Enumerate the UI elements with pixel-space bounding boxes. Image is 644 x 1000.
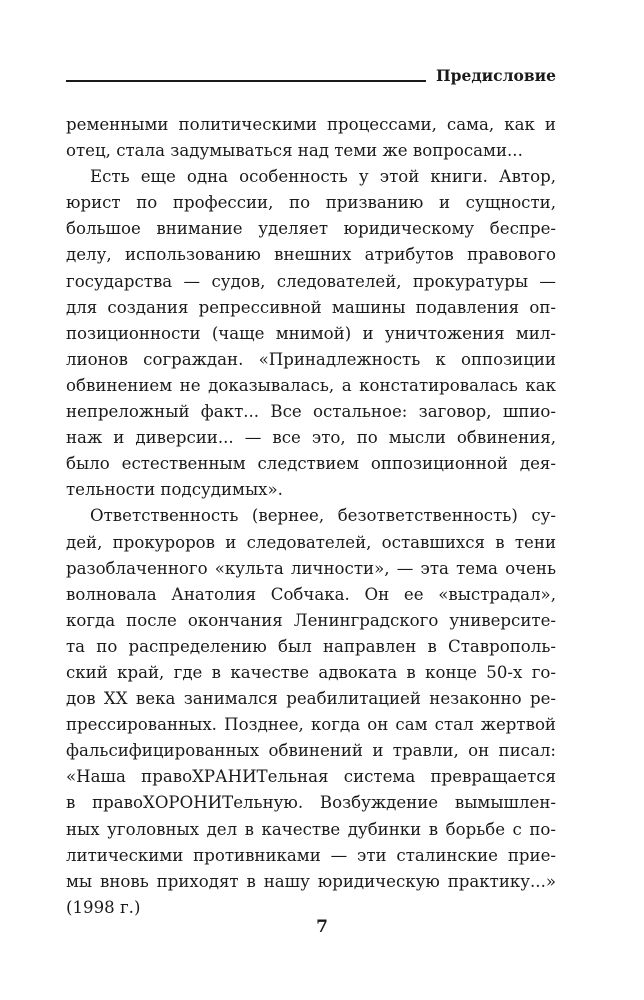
text-line: большое внимание уделяет юридическому беспре- (66, 219, 556, 239)
text-line: тельности подсудимых». (66, 480, 283, 500)
header-rule (66, 80, 426, 82)
text-line: в правоХОРОНИТельную. Возбуждение вымышлен- (66, 793, 556, 813)
text-line: разоблаченного «культа личности», — эта тема очень (66, 558, 556, 578)
text-line: наж и диверсии... — все это, по мысли обвинения, (66, 428, 556, 448)
text-line: отец, стала задумываться над теми же вопросами... (66, 141, 523, 161)
text-line: Есть еще одна особенность у этой книги. Автор, (90, 167, 556, 187)
text-line: юрист по профессии, по призванию и сущности, (66, 193, 556, 213)
text-line: делу, использованию внешних атрибутов правового (66, 245, 556, 265)
text-line: ных уголовных дел в качестве дубинки в борьбе с по- (66, 819, 556, 839)
text-line: ский край, где в качестве адвоката в конце 50-х го- (66, 662, 556, 682)
text-line: волновала Анатолия Собчака. Он ее «выстрадал», (66, 584, 556, 604)
text-line: Ответственность (вернее, безответственность) су- (90, 506, 556, 526)
text-line: литическими противниками — эти сталинские прие- (66, 845, 556, 865)
text-line: обвинением не доказывалась, а констатировалась как (66, 375, 556, 395)
text-line: (1998 г.) (66, 897, 141, 917)
text-line: было естественным следствием оппозиционной дея- (66, 454, 556, 474)
text-line: дей, прокуроров и следователей, оставшихся в тени (66, 532, 556, 552)
section-title: Предисловие (436, 66, 556, 85)
page-number: 7 (316, 917, 328, 937)
text-line: лионов сограждан. «Принадлежность к оппозиции (66, 349, 556, 369)
running-head (66, 62, 556, 86)
text-line: когда после окончания Ленинградского университе- (66, 610, 556, 630)
text-line: непреложный факт... Все остальное: заговор, шпио- (66, 402, 556, 422)
text-line: для создания репрессивной машины подавления оп- (66, 297, 556, 317)
text-line: та по распределению был направлен в Ставрополь- (66, 636, 556, 656)
text-line: прессированных. Позднее, когда он сам стал жертвой (66, 715, 556, 735)
text-line: фальсифицированных обвинений и травли, он писал: (66, 741, 556, 761)
text-line: позиционности (чаще мнимой) и уничтожения мил- (66, 323, 556, 343)
text-line: ременными политическими процессами, сама, как и (66, 115, 556, 134)
text-line: государства — судов, следователей, прокуратуры — (66, 271, 556, 291)
body-text (66, 112, 556, 921)
text-line: «Наша правоХРАНИТельная система превращается (66, 767, 556, 787)
text-line: дов XX века занимался реабилитацией незаконно ре- (66, 689, 556, 709)
text-line: мы вновь приходят в нашу юридическую практику...» (66, 871, 556, 891)
